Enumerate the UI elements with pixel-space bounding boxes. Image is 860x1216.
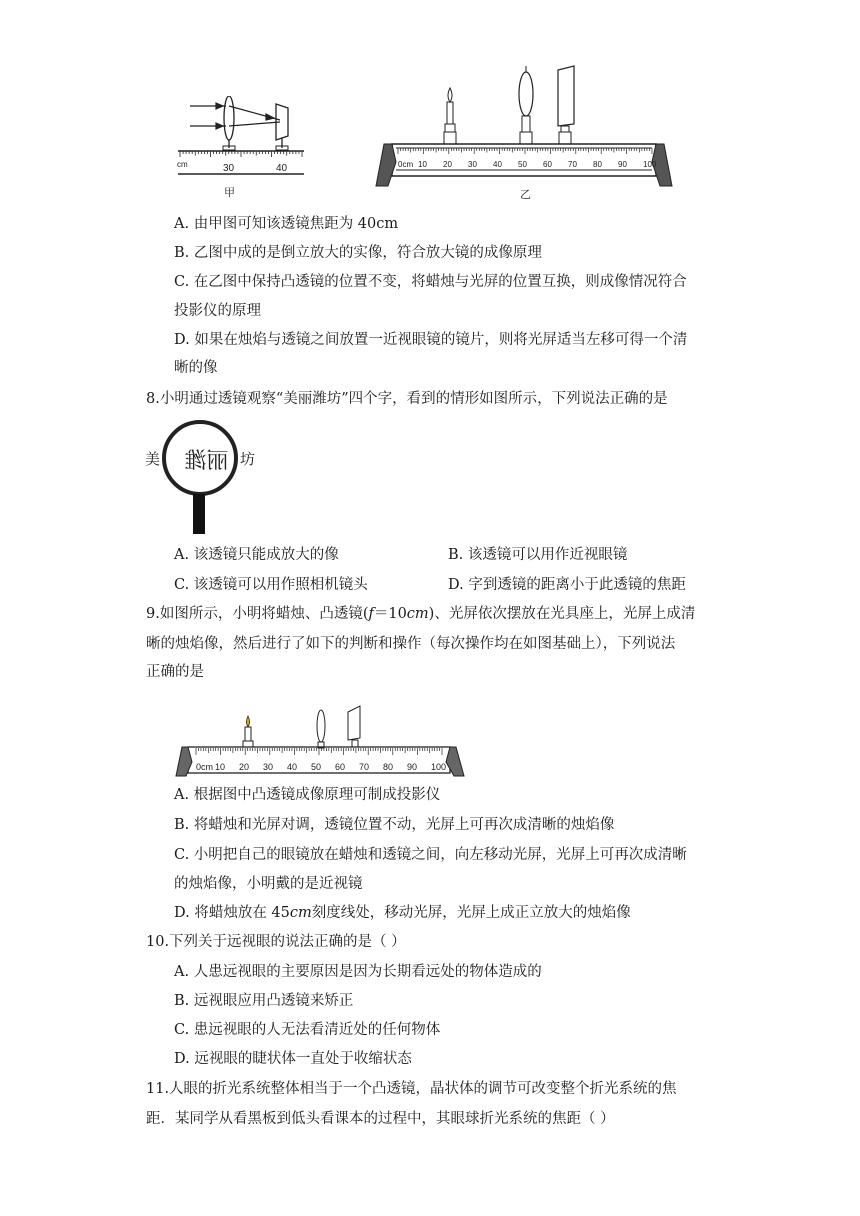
q8-option-b: B. 该透镜可以用作近视眼镜 bbox=[448, 547, 628, 563]
q9-option-c-line2: 的烛焰像，小明戴的是近视镜 bbox=[174, 876, 363, 892]
ruler-tick-label: 100 bbox=[431, 762, 447, 772]
ruler-tick-label: 30 bbox=[468, 160, 477, 169]
ruler-tick-label: 90 bbox=[407, 762, 418, 772]
q9-option-a: A. 根据图中凸透镜成像原理可制成投影仪 bbox=[174, 787, 441, 803]
q9-stem-line2: 晰的烛焰像，然后进行了如下的判断和操作（每次操作均在如图基础上），下列说法 bbox=[146, 636, 676, 652]
q8-stem: 8.小明通过透镜观察“美丽潍坊”四个字，看到的情形如图所示，下列说法正确的是 bbox=[146, 391, 668, 407]
q7-option-c-line1: C. 在乙图中保持凸透镜的位置不变，将蜡烛与光屏的位置互换，则成像情况符合 bbox=[174, 274, 687, 290]
figure-q9-bench bbox=[174, 702, 466, 780]
q11-stem-line1: 11.人眼的折光系统整体相当于一个凸透镜，晶状体的调节可改变整个折光系统的焦 bbox=[146, 1081, 677, 1097]
q10-option-d: D. 远视眼的睫状体一直处于收缩状态 bbox=[174, 1051, 412, 1067]
figure-jia bbox=[176, 96, 306, 200]
jia-tick-30: 30 bbox=[223, 163, 235, 174]
ruler-tick-label: 10 bbox=[418, 160, 427, 169]
q8-option-d: D. 字到透镜的距离小于此透镜的焦距 bbox=[448, 577, 686, 593]
ruler-tick-label: 20 bbox=[443, 160, 452, 169]
q9-option-b: B. 将蜡烛和光屏对调，透镜位置不动，光屏上可再次成清晰的烛焰像 bbox=[174, 817, 615, 833]
ruler-tick-label: 10 bbox=[215, 762, 226, 772]
jia-caption: 甲 bbox=[224, 187, 235, 199]
q11-stem-line2: 距．某同学从看黑板到低头看课本的过程中，其眼球折光系统的焦距（ ） bbox=[146, 1111, 615, 1127]
q7-option-d-line1: D. 如果在烛焰与透镜之间放置一近视眼镜的镜片，则将光屏适当左移可得一个清 bbox=[174, 332, 688, 348]
q10-option-a: A. 人患远视眼的主要原因是因为长期看远处的物体造成的 bbox=[174, 964, 542, 980]
q9-option-c-line1: C. 小明把自己的眼镜放在蜡烛和透镜之间，向左移动光屏，光屏上可再次成清晰 bbox=[174, 847, 687, 863]
q8-char-left: 美 bbox=[145, 450, 161, 468]
q9-option-d: D. 将蜡烛放在 45𝑐𝑚刻度线处，移动光屏，光屏上成正立放大的烛焰像 bbox=[174, 905, 631, 921]
ruler-tick-label: 0cm bbox=[398, 160, 414, 169]
q7-option-d-line2: 晰的像 bbox=[174, 360, 218, 376]
ruler-tick-label: 50 bbox=[518, 160, 527, 169]
q8-option-c: C. 该透镜可以用作照相机镜头 bbox=[174, 577, 368, 593]
q10-option-b: B. 远视眼应用凸透镜来矫正 bbox=[174, 993, 354, 1009]
ruler-tick-label: 30 bbox=[263, 762, 274, 772]
q7-option-a: A. 由甲图可知该透镜焦距为 40cm bbox=[174, 216, 399, 232]
q9-stem-line3: 正确的是 bbox=[146, 664, 204, 680]
ruler-tick-label: 0cm bbox=[196, 762, 214, 772]
q10-stem: 10.下列关于远视眼的说法正确的是（ ） bbox=[146, 934, 406, 950]
q8-lens-chars: 丽潍 bbox=[184, 448, 229, 474]
yi-caption: 乙 bbox=[520, 189, 531, 201]
ruler-tick-label: 80 bbox=[383, 762, 394, 772]
ruler-tick-label: 100 bbox=[643, 160, 657, 169]
q7-option-b: B. 乙图中成的是倒立放大的实像，符合放大镜的成像原理 bbox=[174, 245, 542, 261]
jia-unit-label: cm bbox=[177, 160, 188, 169]
jia-tick-40: 40 bbox=[276, 163, 288, 174]
ruler-tick-label: 70 bbox=[568, 160, 577, 169]
ruler-tick-label: 70 bbox=[359, 762, 370, 772]
q8-char-right: 坊 bbox=[240, 450, 256, 468]
ruler-tick-label: 80 bbox=[593, 160, 602, 169]
ruler-tick-label: 60 bbox=[335, 762, 346, 772]
ruler-tick-label: 20 bbox=[239, 762, 250, 772]
ruler-tick-label: 90 bbox=[618, 160, 627, 169]
q8-option-a: A. 该透镜只能成放大的像 bbox=[174, 547, 339, 563]
ruler-tick-label: 50 bbox=[311, 762, 322, 772]
ruler-tick-label: 40 bbox=[493, 160, 502, 169]
figure-q8-magnifier bbox=[140, 416, 270, 538]
figure-yi bbox=[374, 62, 674, 202]
q9-stem-line1: 9.如图所示，小明将蜡烛、凸透镜(𝑓＝10𝑐𝑚)、光屏依次摆放在光具座上，光屏上成清 bbox=[146, 606, 696, 622]
q7-option-c-line2: 投影仪的原理 bbox=[174, 303, 261, 319]
q10-option-c: C. 患远视眼的人无法看清近处的任何物体 bbox=[174, 1022, 441, 1038]
ruler-tick-label: 40 bbox=[287, 762, 298, 772]
ruler-tick-label: 60 bbox=[543, 160, 552, 169]
